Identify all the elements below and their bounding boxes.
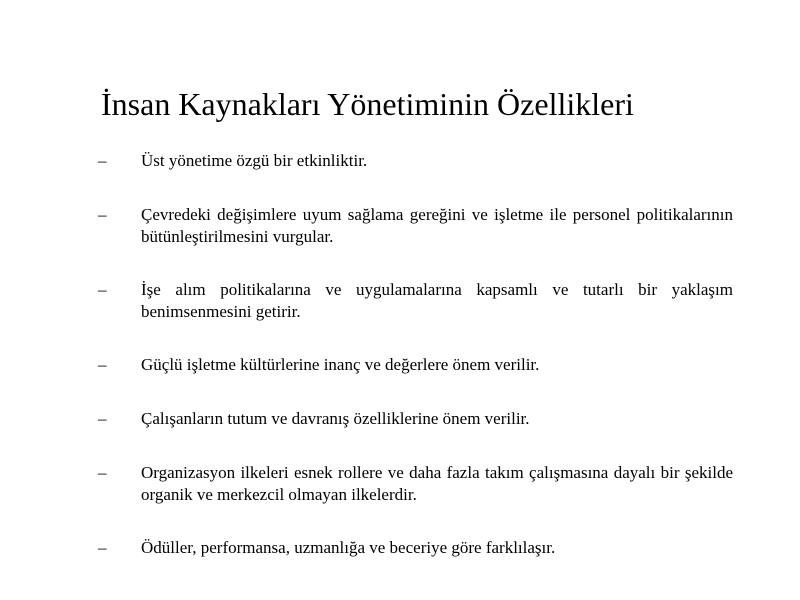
bullet-marker: – bbox=[98, 538, 107, 557]
bullet-marker: – bbox=[98, 151, 107, 170]
bullet-text: Üst yönetime özgü bir etkinliktir. bbox=[141, 151, 368, 170]
bullet-text: İşe alım politikalarına ve uygulamalarına kapsamlı ve tutarlı bir yaklaşım benimsenmesini getirir. bbox=[141, 280, 733, 321]
bullet-text: Güçlü işletme kültürlerine inanç ve değerlere önem verilir. bbox=[141, 355, 540, 374]
bullet-text: Organizasyon ilkeleri esnek rollere ve daha fazla takım çalışmasına dayalı bir şekilde organik ve merkezcil olmayan ilkelerdir. bbox=[141, 463, 733, 504]
bullet-marker: – bbox=[98, 409, 107, 428]
bullet-marker: – bbox=[98, 355, 107, 374]
bullet-text: Çevredeki değişimlere uyum sağlama gereğini ve işletme ile personel politikalarının bütünleştirilmesini vurgular. bbox=[141, 205, 733, 246]
bullet-marker: – bbox=[98, 205, 107, 224]
bullet-text: Ödüller, performansa, uzmanlığa ve beceriye göre farklılaşır. bbox=[141, 538, 556, 557]
slide-title: İnsan Kaynakları Yönetiminin Özellikleri bbox=[101, 86, 634, 122]
bullet-marker: – bbox=[98, 463, 107, 482]
bullet-marker: – bbox=[98, 280, 107, 299]
bullet-text: Çalışanların tutum ve davranış özelliklerine önem verilir. bbox=[141, 409, 530, 428]
